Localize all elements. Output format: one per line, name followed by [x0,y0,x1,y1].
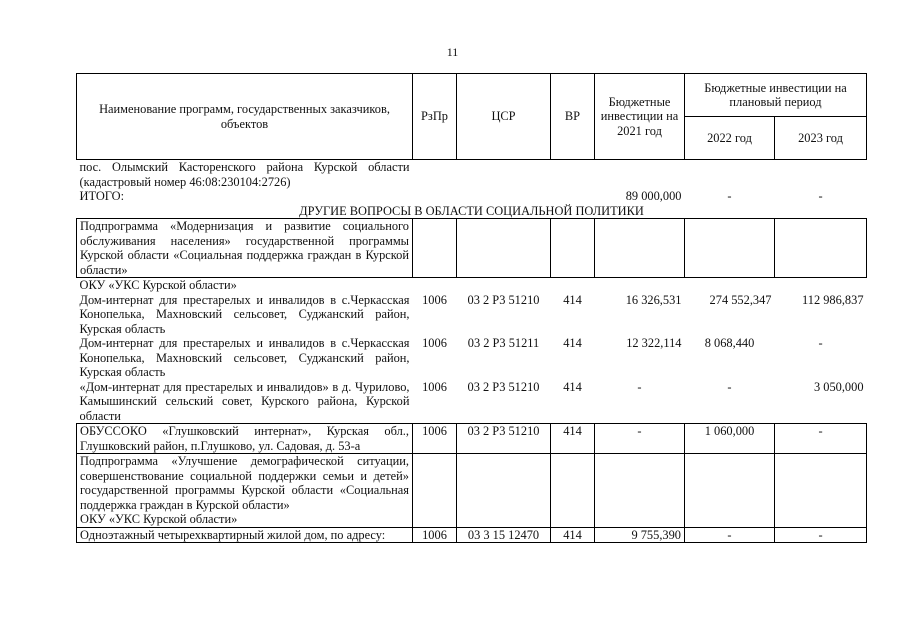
table-row [77,293,867,337]
rzpr-cell: 1006 [422,379,447,394]
csr-cell: 03 2 Р3 51211 [467,336,540,350]
header-planned-period: Бюджетные инвестиции на плановый период [685,74,867,117]
value-2021: 9 755,390 [595,527,685,543]
section-title: ДРУГИЕ ВОПРОСЫ В ОБЛАСТИ СОЦИАЛЬНОЙ ПОЛИТИКИ [299,203,644,218]
customer-row [77,278,867,293]
value-2023: - [775,527,867,543]
value-2021: 12 322,114 [626,336,682,350]
value-2022: 1 060,000 [685,424,775,454]
rzpr-cell: 1006 [413,424,457,454]
header-rzpr: РзПр [413,74,457,160]
vr-cell: 414 [551,527,595,543]
object-name: Дом-интернат для престарелых и инвалидов в с.Черкасская Конопелька, Махновский сельсовет, Суджанский район, Курская область [79,336,410,379]
object-name: Одноэтажный четырехквартирный жилой дом, по адресу: [77,527,413,543]
subprogram-row [77,219,867,278]
value-2023: 112 986,837 [802,292,864,307]
subprogram-name: Подпрограмма «Модернизация и развитие социального обслуживания населения» государственной программы Курской области «Социальная поддержка граждан в Курской области» [77,219,413,278]
customer-name: ОКУ «УКС Курской области» [79,278,237,292]
value-2022: 274 552,347 [709,292,772,307]
csr-cell: 03 2 Р3 51210 [457,424,551,454]
header-year-2022: 2022 год [685,117,775,160]
table-row [77,424,867,454]
rzpr-cell: 1006 [422,336,447,350]
table-row [77,160,867,190]
vr-cell: 414 [563,292,582,307]
value-2021: 16 326,531 [625,292,682,307]
subprogram-title: Подпрограмма «Улучшение демографической ситуации, совершенствование социальной поддержки семьи и детей» государственной программы Курской области «Социальная поддержка граждан в Курской области» [80,454,409,512]
table-row [77,527,867,543]
header-name: Наименование программ, государственных заказчиков, объектов [77,74,413,160]
vr-cell: 414 [563,336,582,350]
total-row [77,189,867,204]
section-row [77,204,867,219]
total-2022: - [727,189,732,203]
subprogram-row [77,454,867,528]
object-name: Дом-интернат для престарелых и инвалидов в с.Черкасская Конопелька, Махновский сельсовет, Суджанский район, Курская область [79,292,410,336]
total-2021: 89 000,000 [625,189,682,203]
object-name: пос. Олымский Касторенского района Курской области (кадастровый номер 46:08:230104:2726) [79,160,410,189]
subprogram-name [77,454,413,528]
rzpr-cell: 1006 [413,527,457,543]
total-label: ИТОГО: [79,189,125,203]
value-2022: 8 068,440 [704,336,755,350]
table-row [77,336,867,380]
value-2022: - [727,379,732,394]
vr-cell: 414 [563,379,582,394]
csr-cell: 03 2 Р3 51210 [467,379,540,394]
total-2023: - [818,189,823,203]
page-number: 11 [446,45,459,59]
header-year-2023: 2023 год [775,117,867,160]
object-name: ОБУССОКО «Глушковский интернат», Курская обл., Глушковский район, п.Глушково, ул. Садовая, д. 53-а [77,424,413,454]
value-2022: - [685,527,775,543]
header-vr: ВР [551,74,595,160]
value-2021: - [595,424,685,454]
csr-cell: 03 3 15 12470 [457,527,551,543]
header-investments-2021: Бюджетные инвестиции на 2021 год [595,74,685,160]
value-2023: - [775,424,867,454]
header-csr: ЦСР [457,74,551,160]
value-2023: 3 050,000 [813,379,864,394]
object-name: «Дом-интернат для престарелых и инвалидов» в д. Чурилово, Камышинский сельский совет, Курского района, Курской области [79,379,410,423]
rzpr-cell: 1006 [422,292,447,307]
csr-cell: 03 2 Р3 51210 [467,292,540,307]
value-2023: - [818,336,823,350]
vr-cell: 414 [551,424,595,454]
customer-name: ОКУ «УКС Курской области» [80,512,238,526]
table-row [77,380,867,424]
budget-investments-table [76,73,867,543]
value-2021: - [637,379,642,394]
